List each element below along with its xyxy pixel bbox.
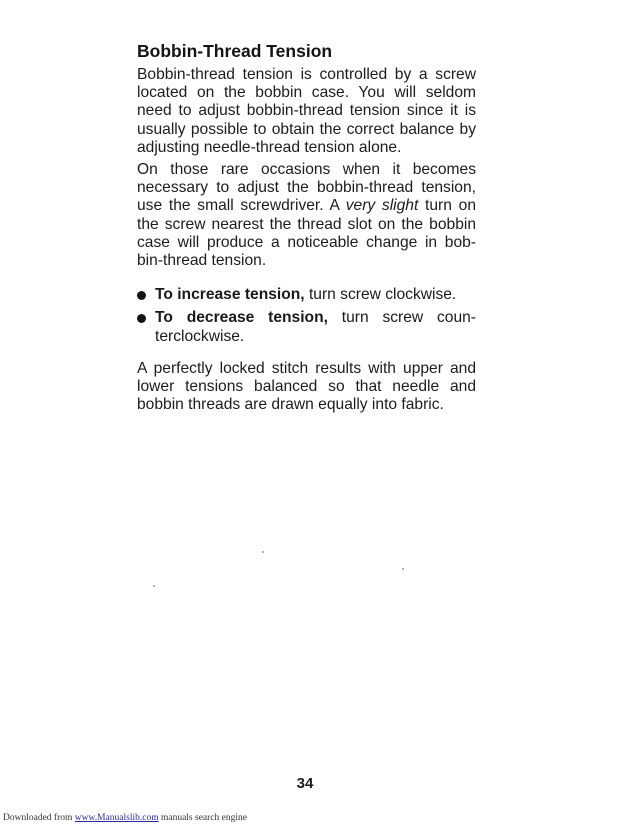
footer-suffix: manuals search engine [158,813,247,823]
paragraph-3: A perfectly locked stitch results with upper and lower tensions balanced so that needle and bobbin threads are drawn equally into fabric. [137,359,476,414]
bullet-1-bold: To increase tension, [155,286,305,304]
bullet-dot-icon [137,314,146,323]
paragraph-2-text-a: On those rare occasions when it becomes necessary to adjust the bobbin-thread tension, use the small screwdriver. A [137,161,476,215]
bullet-dot-icon [137,291,146,300]
paragraph-2 [137,161,476,270]
paragraph-2-text-b: turn on the screw nearest the thread slot on the bobbin case will produce a noticeable change in bob-bin-thread tension. [137,197,476,270]
bullet-2-text: turn screw coun-terclockwise. [155,309,476,345]
footer-prefix: Downloaded from [3,813,75,823]
tension-bullet-list [137,286,476,346]
bullet-2-bold: To decrease tension, [155,309,328,327]
section-heading: Bobbin-Thread Tension [137,41,333,61]
scan-speck [402,568,404,570]
page-number: 34 [296,775,314,792]
bullet-1-text: turn screw clockwise. [304,286,457,304]
download-footer [3,813,247,824]
scan-speck [262,551,264,553]
paragraph-1: Bobbin-thread tension is controlled by a screw located on the bobbin case. You will seldom need to adjust bobbin-thread tension since it is usually possible to obtain the correct balance by adjusting needle-thread tension alone. [137,66,476,156]
scan-speck [153,585,155,587]
bullet-decrease-tension [137,309,476,345]
footer-link[interactable]: www.Manualslib.com [74,813,159,823]
text-column [137,40,476,414]
paragraph-2-emphasis: very slight [345,197,419,215]
bullet-increase-tension [137,286,476,304]
